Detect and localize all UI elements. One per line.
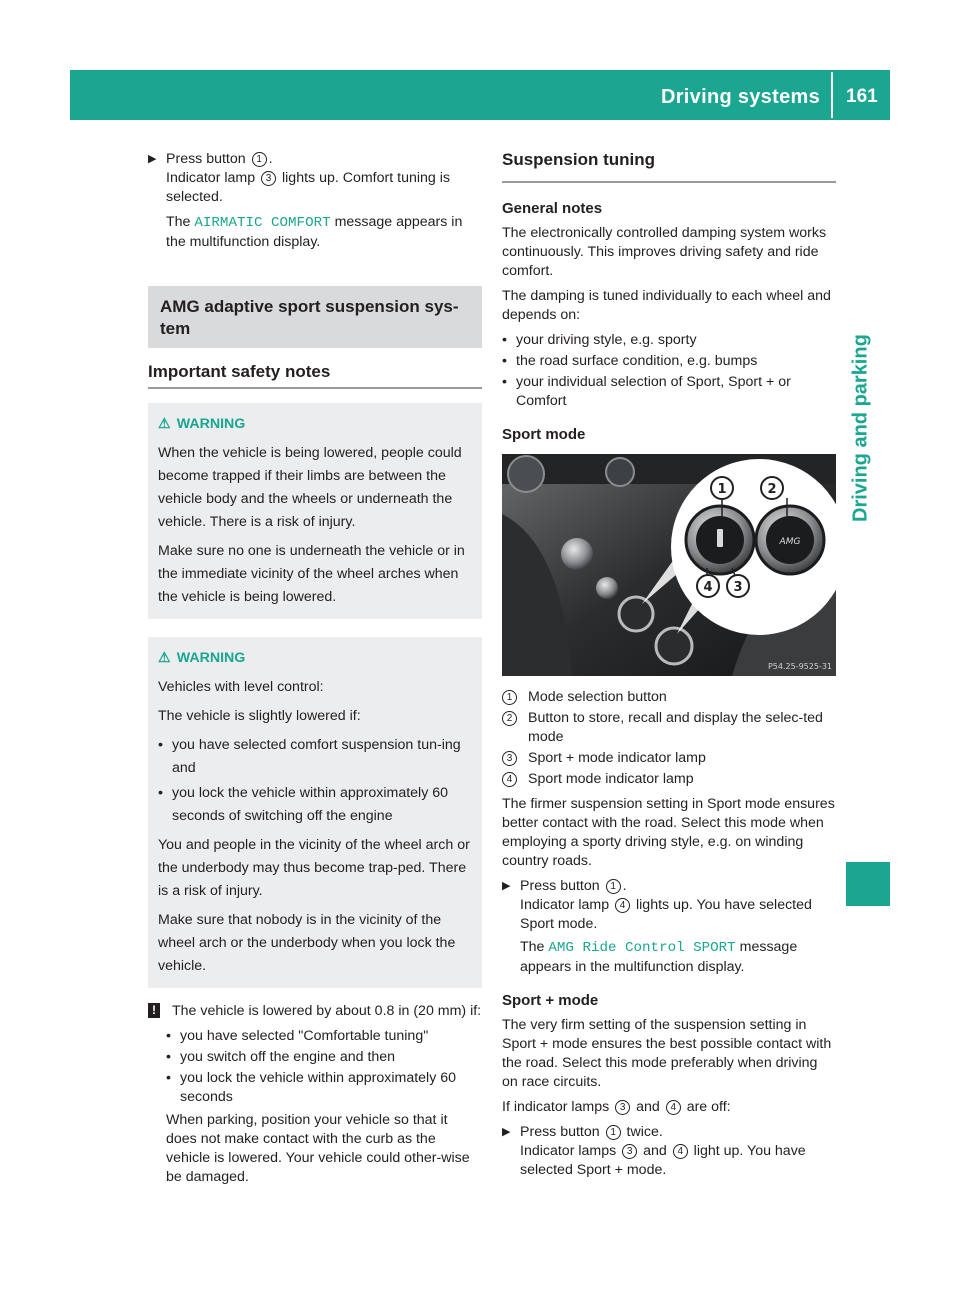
callout-icon: 4 bbox=[666, 1100, 681, 1115]
warning-box: ⚠ WARNING When the vehicle is being lowered, people could become trapped if their limbs are between the vehicle body and the wheels or underneath the vehicle. There is a risk of injury. Make sure no one is underneath the vehicle or in the immediate vicinity of the wheel arches when the vehicle is being lowered. bbox=[148, 403, 482, 619]
legend-item: 4 Sport mode indicator lamp bbox=[502, 770, 836, 789]
callout-icon: 3 bbox=[615, 1100, 630, 1115]
photo-callout-1: 1 bbox=[717, 482, 727, 497]
side-tab-label: Driving and parking bbox=[849, 334, 872, 522]
callout-icon: 3 bbox=[622, 1144, 637, 1159]
bullet-icon: • bbox=[502, 353, 507, 369]
list-item: • the road surface condition, e.g. bumps bbox=[502, 353, 758, 369]
bullet-icon: • bbox=[166, 1028, 171, 1044]
bullet-icon: • bbox=[502, 374, 507, 390]
right-column: Suspension tuning General notes The electronically controlled damping system works continuously. This improves driving safety and ride comfort. The damping is tuned individually to each wheel and depends on: • your driving style, e.g. sporty • the road surface condition, e.g. bumps • your individual selection of Sport, Sport + or Comfort Sport mode AMG 1 2 3 4 P54.25-9525-31 1 Mode selection button 2 Button to store, recall and display the selec-ted mode 3 Sport + mode indicator lamp 4 Sport mode indicator lamp The firmer suspension setting in Sport mode ensures better contact with the road. Select this mode when employing a sporty driving style, e.g. on winding country roads. ▶ Press button 1 . Indicator lamp 4 lights up. You have selected Sport mode. The AMG Ride Control SPORT message appears in the multifunction display. Sport + mode The very firm setting of the suspension setting in Sport + mode ensures the best possible contact with the road. Select this mode preferably when driving on race circuits. If indicator lamps 3 and 4 are off: ▶ Press button 1 twice. Indicator lamps 3 and 4 light up. You have selected Sport + mode. bbox=[502, 150, 836, 1184]
callout-icon: 1 bbox=[606, 1125, 621, 1140]
callout-icon: 4 bbox=[502, 772, 517, 787]
section-heading: Important safety notes bbox=[148, 362, 482, 389]
warning-icon: ⚠ bbox=[158, 650, 171, 666]
callout-icon: 4 bbox=[673, 1144, 688, 1159]
bullet-icon: • bbox=[166, 1070, 171, 1086]
photo-callout-2: 2 bbox=[767, 482, 777, 497]
photo-callout-4: 4 bbox=[703, 580, 713, 595]
bullet-icon: • bbox=[166, 1049, 171, 1065]
callout-icon: 3 bbox=[261, 171, 276, 186]
list-item: • you have selected "Comfortable tuning" bbox=[166, 1028, 429, 1044]
warning-icon: ⚠ bbox=[158, 416, 171, 432]
legend-item: 2 Button to store, recall and display the selec-ted mode bbox=[502, 709, 836, 747]
list-item: • your individual selection of Sport, Sport + or Comfort bbox=[502, 374, 791, 409]
subheading: General notes bbox=[502, 200, 603, 217]
photo-code: P54.25-9525-31 bbox=[767, 662, 832, 671]
bullet-icon: • bbox=[158, 737, 163, 753]
instruction-step: ▶ Press button 1 . Indicator lamp 4 lights up. You have selected Sport mode. The AMG Ride Control SPORT message appears in the multifunction display. bbox=[502, 878, 812, 975]
list-item: • you lock the vehicle within approximately 60 seconds bbox=[166, 1070, 457, 1105]
callout-icon: 3 bbox=[502, 751, 517, 766]
list-item: • you switch off the engine and then bbox=[166, 1049, 396, 1065]
page-section-title: Driving systems bbox=[660, 86, 820, 108]
condition-text: If indicator lamps 3 and 4 are off: bbox=[502, 1099, 731, 1115]
list-item: • you have selected comfort suspension tun-ing and bbox=[158, 734, 472, 780]
bullet-icon: • bbox=[502, 332, 507, 348]
display-message: AMG Ride Control SPORT bbox=[548, 940, 736, 956]
photo-callout-3: 3 bbox=[733, 580, 743, 595]
list-item: • you lock the vehicle within approximately 60 seconds of switching off the engine bbox=[158, 782, 472, 828]
legend-item: 1 Mode selection button bbox=[502, 688, 836, 707]
callout-icon: 4 bbox=[615, 898, 630, 913]
callout-icon: 1 bbox=[252, 152, 267, 167]
console-illustration bbox=[502, 454, 836, 676]
page-number: 161 bbox=[846, 86, 878, 107]
console-photo bbox=[502, 454, 836, 676]
side-tab-marker bbox=[846, 862, 890, 906]
warning-title: ⚠ WARNING bbox=[158, 650, 246, 666]
section-heading: Suspension tuning bbox=[502, 150, 836, 183]
callout-icon: 2 bbox=[502, 711, 517, 726]
instruction-step: ▶ Press button 1 . Indicator lamp 3 lights up. Comfort tuning is selected. The AIRMATIC COMFORT message appears in the multifunction display. bbox=[148, 151, 463, 250]
callout-icon: 1 bbox=[606, 879, 621, 894]
amg-emblem: AMG bbox=[779, 537, 801, 547]
subheading: Sport + mode bbox=[502, 992, 599, 1009]
chapter-heading: AMG adaptive sport suspension sys-tem bbox=[148, 286, 482, 348]
legend-item: 3 Sport + mode indicator lamp bbox=[502, 749, 836, 768]
warning-box: ⚠ WARNING Vehicles with level control: The vehicle is slightly lowered if: • you have selected comfort suspension tun-ing and • you lock the vehicle within approximately 60 seconds of switching off the engine You and people in the vicinity of the wheel arch or the underbody may thus become trap-ped. There is a risk of injury. Make sure that nobody is in the vicinity of the wheel arch or the underbody when you lock the vehicle. bbox=[148, 637, 482, 988]
notice-block: ! The vehicle is lowered by about 0.8 in (20 mm) if: • you have selected "Comfortable tuning" • you switch off the engine and then • you lock the vehicle within approximately 60 seconds When parking, position your vehicle so that it does not make contact with the curb as the vehicle is lowered. Your vehicle could other-wise be damaged. bbox=[148, 1002, 482, 1187]
step-arrow-icon: ▶ bbox=[502, 880, 511, 892]
notice-icon: ! bbox=[148, 1003, 160, 1018]
warning-title: ⚠ WARNING bbox=[158, 416, 246, 432]
step-arrow-icon: ▶ bbox=[148, 153, 157, 165]
step-arrow-icon: ▶ bbox=[502, 1126, 511, 1138]
display-message: AIRMATIC COMFORT bbox=[194, 215, 331, 231]
header-divider bbox=[831, 72, 833, 118]
bullet-icon: • bbox=[158, 785, 163, 801]
subheading: Sport mode bbox=[502, 426, 586, 443]
instruction-step: ▶ Press button 1 twice. Indicator lamps 3 and 4 light up. You have selected Sport + mode. bbox=[502, 1124, 806, 1178]
callout-icon: 1 bbox=[502, 690, 517, 705]
left-column bbox=[148, 150, 482, 1193]
list-item: • your driving style, e.g. sporty bbox=[502, 332, 697, 348]
